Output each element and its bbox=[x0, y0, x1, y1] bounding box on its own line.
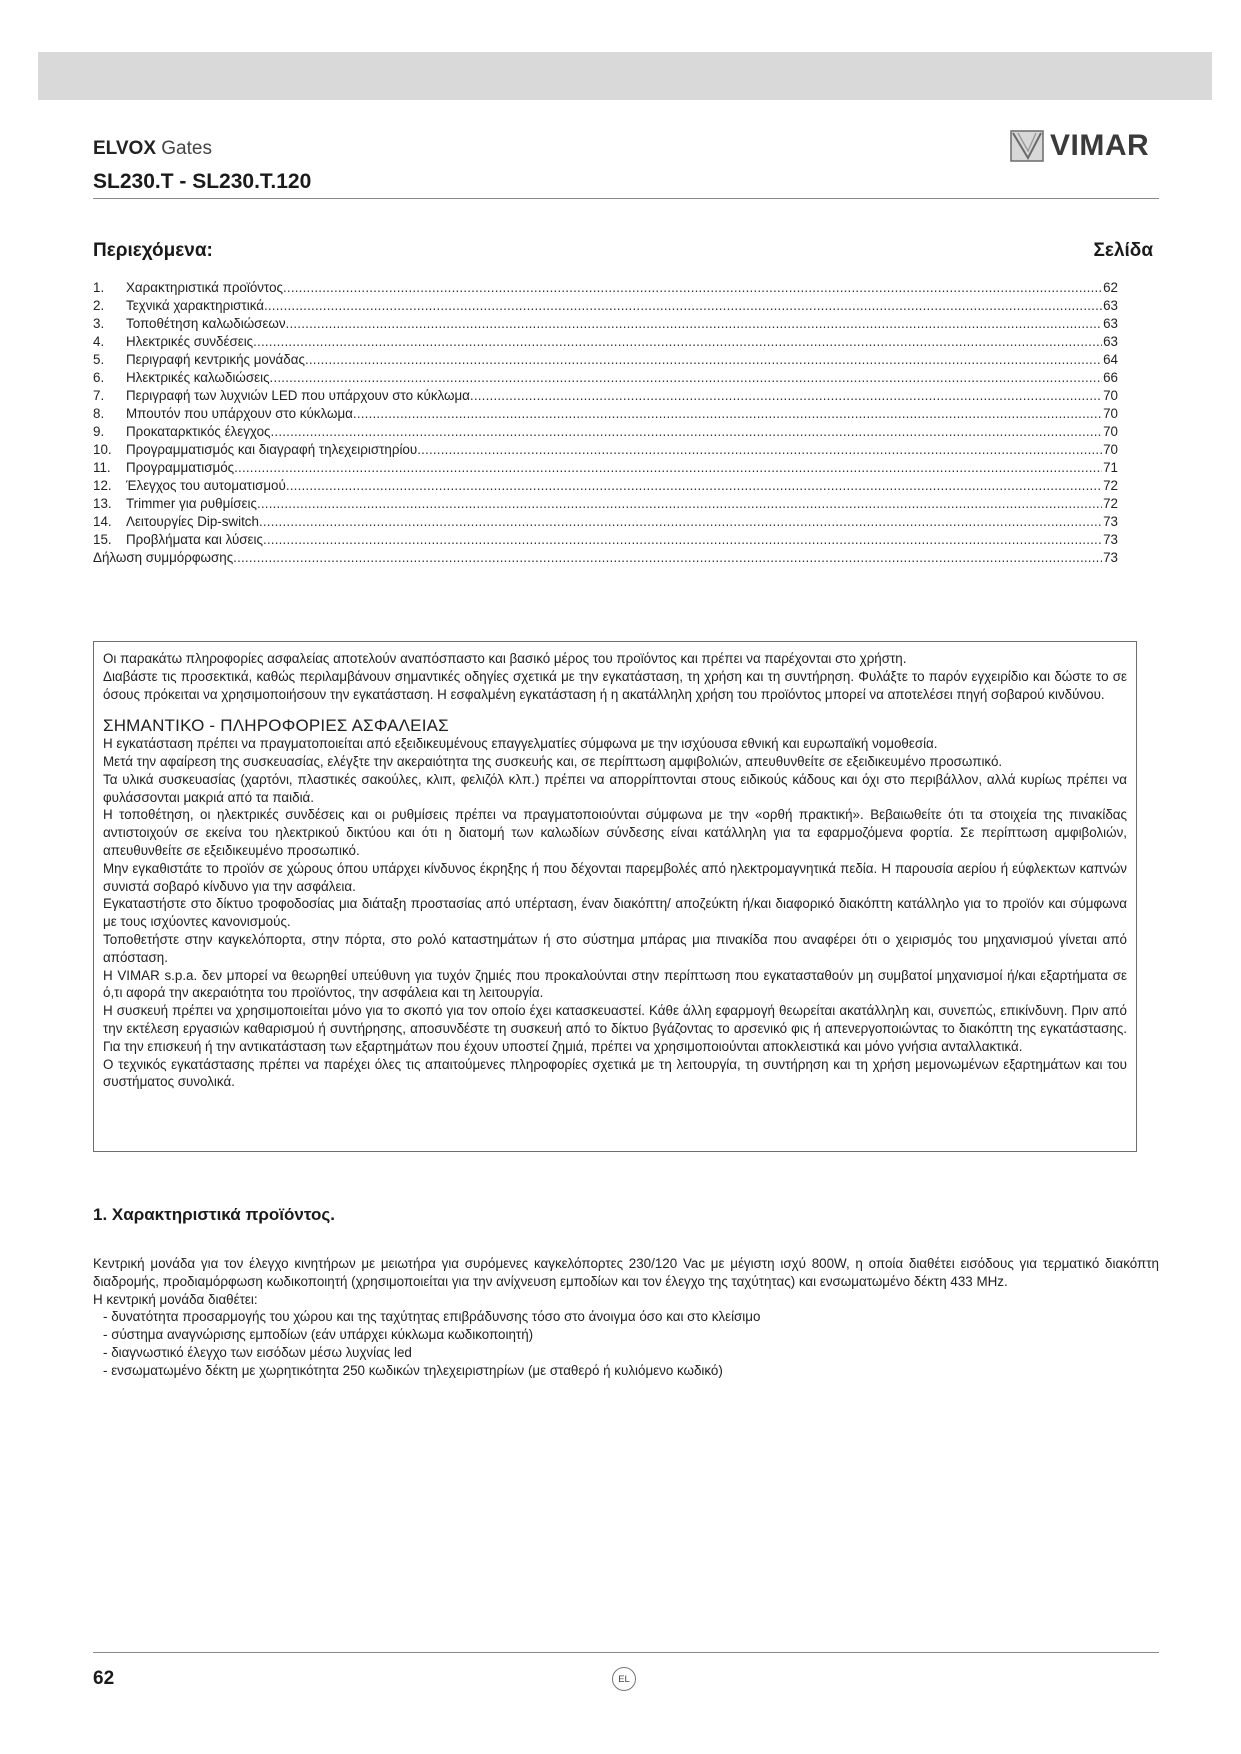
toc-title: Ηλεκτρικές καλωδιώσεις bbox=[126, 370, 270, 385]
toc-row bbox=[93, 370, 1118, 388]
toc-number: 8. bbox=[93, 406, 105, 421]
toc-leader-dots bbox=[264, 298, 1102, 313]
toc-row bbox=[93, 460, 1118, 478]
toc-number: 15. bbox=[93, 532, 112, 547]
top-grey-band bbox=[38, 52, 1212, 100]
toc-leader-dots bbox=[305, 352, 1102, 367]
toc-page-number: 70 bbox=[1103, 424, 1118, 439]
table-of-contents bbox=[93, 280, 1118, 568]
safety-paragraph: Εγκαταστήστε στο δίκτυο τροφοδοσίας μια διάταξη προστασίας από υπέρταση, έναν διακόπτη/ αποζεύκτη ή/και διαφορικό διακόπτη κατάλληλο για το προϊόν και σύμφωνα με τους ισχύοντες κανονισμούς. bbox=[103, 896, 1127, 930]
toc-leader-dots bbox=[233, 550, 1102, 565]
toc-page-number: 73 bbox=[1103, 532, 1118, 547]
toc-page-number: 71 bbox=[1103, 460, 1118, 475]
toc-title: Μπουτόν που υπάρχουν στο κύκλωμα bbox=[126, 406, 353, 421]
toc-leader-dots bbox=[257, 496, 1102, 511]
header-rule bbox=[93, 198, 1159, 199]
toc-title: Τεχνικά χαρακτηριστικά bbox=[126, 298, 264, 313]
toc-leader-dots bbox=[417, 442, 1102, 457]
feature-list bbox=[93, 1308, 1159, 1379]
vimar-logo-icon bbox=[1010, 128, 1046, 164]
logo-text: VIMAR bbox=[1050, 129, 1150, 162]
toc-page-number: 64 bbox=[1103, 352, 1118, 367]
toc-title: Δήλωση συμμόρφωσης bbox=[93, 550, 234, 565]
toc-number: 11. bbox=[93, 460, 111, 475]
toc-heading-row bbox=[93, 240, 1153, 262]
toc-row bbox=[93, 298, 1118, 316]
toc-page-number: 72 bbox=[1103, 496, 1118, 511]
toc-title: Έλεγχος του αυτοματισμού bbox=[126, 478, 286, 493]
safety-paragraph: Η τοποθέτηση, οι ηλεκτρικές συνδέσεις και οι ρυθμίσεις πρέπει να πραγματοποιούνται σύμφωνα με την «ορθή πρακτική». Βεβαιωθείτε ότι τα στοιχεία της πινακίδας αντιστοιχούν σε εκείνα του ηλεκτρικού δικτύου και ότι η διατομή των καλωδίων σύνδεσης είναι κατάλληλη για τα εφαρμοζόμενα φορτία. Σε περίπτωση αμφιβολιών, απευθυνθείτε σε εξειδικευμένο προσωπικό. bbox=[103, 807, 1127, 858]
safety-paragraph: Η εγκατάσταση πρέπει να πραγματοποιείται από εξειδικευμένους επαγγελματίες σύμφωνα με την ισχύουσα εθνική και ευρωπαϊκή νομοθεσία. bbox=[103, 736, 938, 752]
toc-number: 4. bbox=[93, 334, 105, 349]
toc-title: Περιγραφή των λυχνιών LED που υπάρχουν στο κύκλωμα bbox=[126, 388, 470, 403]
toc-number: 6. bbox=[93, 370, 105, 385]
safety-paragraph: Η VIMAR s.p.a. δεν μπορεί να θεωρηθεί υπεύθυνη για τυχόν ζημιές που προκαλούνται στην περίπτωση που εγκατασταθούν μη συμβατοί μηχανισμοί ή/και εξαρτήματα σε ό,τι αφορά την ακεραιότητα του προϊόντος, την ασφάλεια και τη λειτουργία. bbox=[103, 967, 1127, 1001]
toc-leader-dots bbox=[270, 370, 1103, 385]
toc-number: 5. bbox=[93, 352, 105, 367]
toc-page-number: 73 bbox=[1103, 550, 1118, 565]
footer-rule bbox=[93, 1652, 1159, 1653]
toc-title: Τοποθέτηση καλωδιώσεων bbox=[126, 316, 286, 331]
toc-page-number: 63 bbox=[1103, 316, 1118, 331]
toc-page-number: 70 bbox=[1103, 406, 1118, 421]
toc-leader-dots bbox=[234, 460, 1102, 475]
toc-title: Λειτουργίες Dip-switch bbox=[126, 514, 259, 529]
toc-number: 14. bbox=[93, 514, 112, 529]
brand-light: Gates bbox=[161, 138, 212, 159]
toc-leader-dots bbox=[286, 478, 1102, 493]
toc-page-number: 66 bbox=[1103, 370, 1118, 385]
toc-leader-dots bbox=[286, 316, 1103, 331]
toc-heading: Περιεχόμενα: bbox=[93, 240, 213, 261]
toc-title: Προβλήματα και λύσεις bbox=[126, 532, 263, 547]
safety-box bbox=[93, 641, 1137, 1152]
language-badge: EL bbox=[612, 1667, 636, 1691]
toc-row bbox=[93, 424, 1118, 442]
brand-bold: ELVOX bbox=[93, 138, 156, 159]
toc-page-number: 72 bbox=[1103, 478, 1118, 493]
toc-number: 7. bbox=[93, 388, 105, 403]
toc-row bbox=[93, 442, 1118, 460]
toc-title: Προγραμματισμός bbox=[126, 460, 235, 475]
toc-page-number: 62 bbox=[1103, 280, 1118, 295]
toc-page-number: 63 bbox=[1103, 334, 1118, 349]
toc-title: Trimmer για ρυθμίσεις bbox=[126, 496, 257, 511]
section-1-list-intro: Η κεντρική μονάδα διαθέτει: bbox=[93, 1291, 258, 1307]
safety-intro-1: Οι παρακάτω πληροφορίες ασφαλείας αποτελούν αναπόσπαστο και βασικό μέρος του προϊόντος και πρέπει να παρέχονται στο χρήστη. bbox=[103, 651, 907, 666]
model-title: SL230.T - SL230.T.120 bbox=[93, 170, 312, 193]
safety-intro-2: Διαβάστε τις προσεκτικά, καθώς περιλαμβάνουν σημαντικές οδηγίες σχετικά με την εγκατάσταση, τη χρήση και τη συντήρηση. Φυλάξτε το παρόν εγχειρίδιο και δώστε το σε όσους πρόκειται να χρησιμοποιήσουν την εγκατάσταση. Η εσφαλμένη εγκατάσταση ή η ακατάλληλη χρήση του προϊόντος μπορεί να αποτελέσει πηγή σοβαρού κινδύνου. bbox=[103, 668, 1127, 702]
toc-page-number: 70 bbox=[1103, 388, 1118, 403]
toc-number: 9. bbox=[93, 424, 105, 439]
feature-item: - διαγνωστικό έλεγχο των εισόδων μέσω λυχνίας led bbox=[103, 1344, 1159, 1362]
toc-leader-dots bbox=[470, 388, 1102, 403]
toc-row bbox=[93, 550, 1118, 568]
toc-page-number: 70 bbox=[1103, 442, 1118, 457]
toc-number: 13. bbox=[93, 496, 112, 511]
safety-paragraph: Τοποθετήστε στην καγκελόπορτα, στην πόρτα, στο ρολό καταστημάτων ή στο σύστημα μπάρας μια πινακίδα που αναφέρει ότι ο χειρισμός του μηχανισμού γίνεται από απόσταση. bbox=[103, 931, 1127, 965]
toc-title: Ηλεκτρικές συνδέσεις bbox=[126, 334, 254, 349]
toc-row bbox=[93, 280, 1118, 298]
toc-leader-dots bbox=[253, 334, 1102, 349]
toc-leader-dots bbox=[283, 280, 1102, 295]
toc-number: 12. bbox=[93, 478, 112, 493]
section-1-title: 1. Χαρακτηριστικά προϊόντος. bbox=[93, 1205, 335, 1224]
section-1-paragraph: Κεντρική μονάδα για τον έλεγχο κινητήρων με μειωτήρα για συρόμενες καγκελόπορτες 230/120 Vac με μέγιστη ισχύ 800W, η οποία διαθέτει εισόδους για τερματικό διακόπτη διαδρομής, προδιαμόρφωση κωδικοποιητή (χρησιμοποιείται για την ανίχνευση εμποδίων και τον έλεγχο της ταχύτητας) και ενσωματωμένο δέκτη 433 MHz. bbox=[93, 1256, 1159, 1289]
toc-number: 10. bbox=[93, 442, 112, 457]
feature-item: - δυνατότητα προσαρμογής του χώρου και της ταχύτητας επιβράδυνσης τόσο στο άνοιγμα όσο και στο κλείσιμο bbox=[103, 1308, 1159, 1326]
safety-paragraph: Ο τεχνικός εγκατάστασης πρέπει να παρέχει όλες τις απαιτούμενες πληροφορίες σχετικά με τη λειτουργία, τη συντήρηση και τη χρήση μεμονωμένων εξαρτημάτων και του συστήματος συνολικά. bbox=[103, 1056, 1127, 1090]
safety-paragraph: Η συσκευή πρέπει να χρησιμοποιείται μόνο για το σκοπό για τον οποίο έχει κατασκευαστεί. Κάθε άλλη εφαρμογή θεωρείται ακατάλληλη και, συνεπώς, επικίνδυνη. Πριν από την εκτέλεση εργασιών καθαρισμού ή συντήρησης, αποσυνδέστε τη συσκευή από το δίκτυο βγάζοντας το αρσενικό φις ή απενεργοποιώντας το διακόπτη της εγκατάστασης. Για την επισκευή ή την αντικατάσταση των εξαρτημάτων που έχουν υποστεί ζημιά, πρέπει να χρησιμοποιούνται αποκλειστικά και μόνο γνήσια ανταλλακτικά. bbox=[103, 1003, 1127, 1054]
toc-leader-dots bbox=[270, 424, 1102, 439]
page-number: 62 bbox=[93, 1668, 115, 1689]
toc-row bbox=[93, 532, 1118, 550]
toc-number: 3. bbox=[93, 316, 105, 331]
toc-row bbox=[93, 478, 1118, 496]
safety-paragraph: Μην εγκαθιστάτε το προϊόν σε χώρους όπου υπάρχει κίνδυνος έκρηξης ή που δέχονται παρεμβολές από ηλεκτρομαγνητικά πεδία. Η παρουσία αερίου ή εύφλεκτων καπνών συνιστά σοβαρό κίνδυνο για την ασφάλεια. bbox=[103, 860, 1127, 894]
toc-row bbox=[93, 514, 1118, 532]
section-1-body bbox=[93, 1255, 1159, 1380]
feature-item: - ενσωματωμένο δέκτη με χωρητικότητα 250 κωδικών τηλεχειριστηρίων (με σταθερό ή κυλιόμενο κωδικό) bbox=[103, 1362, 1159, 1380]
toc-page-heading: Σελίδα bbox=[1093, 240, 1153, 261]
toc-page-number: 63 bbox=[1103, 298, 1118, 313]
toc-title: Προκαταρκτικός έλεγχος bbox=[126, 424, 271, 439]
toc-title: Χαρακτηριστικά προϊόντος bbox=[126, 280, 283, 295]
safety-paragraph: Μετά την αφαίρεση της συσκευασίας, ελέγξτε την ακεραιότητα της συσκευής και, σε περίπτωση αμφιβολιών, απευθυνθείτε σε εξειδικευμένο προσωπικό. bbox=[103, 753, 1003, 769]
brand-name bbox=[93, 138, 212, 160]
toc-title: Προγραμματισμός και διαγραφή τηλεχειριστηρίου bbox=[126, 442, 418, 457]
toc-row bbox=[93, 334, 1118, 352]
toc-leader-dots bbox=[263, 532, 1102, 547]
toc-row bbox=[93, 496, 1118, 514]
toc-leader-dots bbox=[259, 514, 1102, 529]
safety-paragraph: Τα υλικά συσκευασίας (χαρτόνι, πλαστικές σακούλες, κλιπ, φελιζόλ κλπ.) πρέπει να απορρίπτονται στους ειδικούς κάδους και όχι στο περιβάλλον, αλλά κυρίως πρέπει να φυλάσσονται μακριά από τα παιδιά. bbox=[103, 771, 1127, 805]
toc-page-number: 73 bbox=[1103, 514, 1118, 529]
toc-number: 1. bbox=[93, 280, 105, 295]
toc-row bbox=[93, 352, 1118, 370]
toc-leader-dots bbox=[353, 406, 1102, 421]
safety-paragraphs bbox=[103, 735, 1127, 1091]
safety-heading: ΣΗΜΑΝΤΙΚΟ - ΠΛΗΡΟΦΟΡΙΕΣ ΑΣΦΑΛΕΙΑΣ bbox=[103, 716, 449, 736]
feature-item: - σύστημα αναγνώρισης εμποδίων (εάν υπάρχει κύκλωμα κωδικοποιητή) bbox=[103, 1326, 1159, 1344]
toc-title: Περιγραφή κεντρικής μονάδας bbox=[126, 352, 305, 367]
toc-row bbox=[93, 316, 1118, 334]
toc-row bbox=[93, 388, 1118, 406]
toc-row bbox=[93, 406, 1118, 424]
toc-number: 2. bbox=[93, 298, 105, 313]
vimar-logo bbox=[1010, 126, 1160, 166]
